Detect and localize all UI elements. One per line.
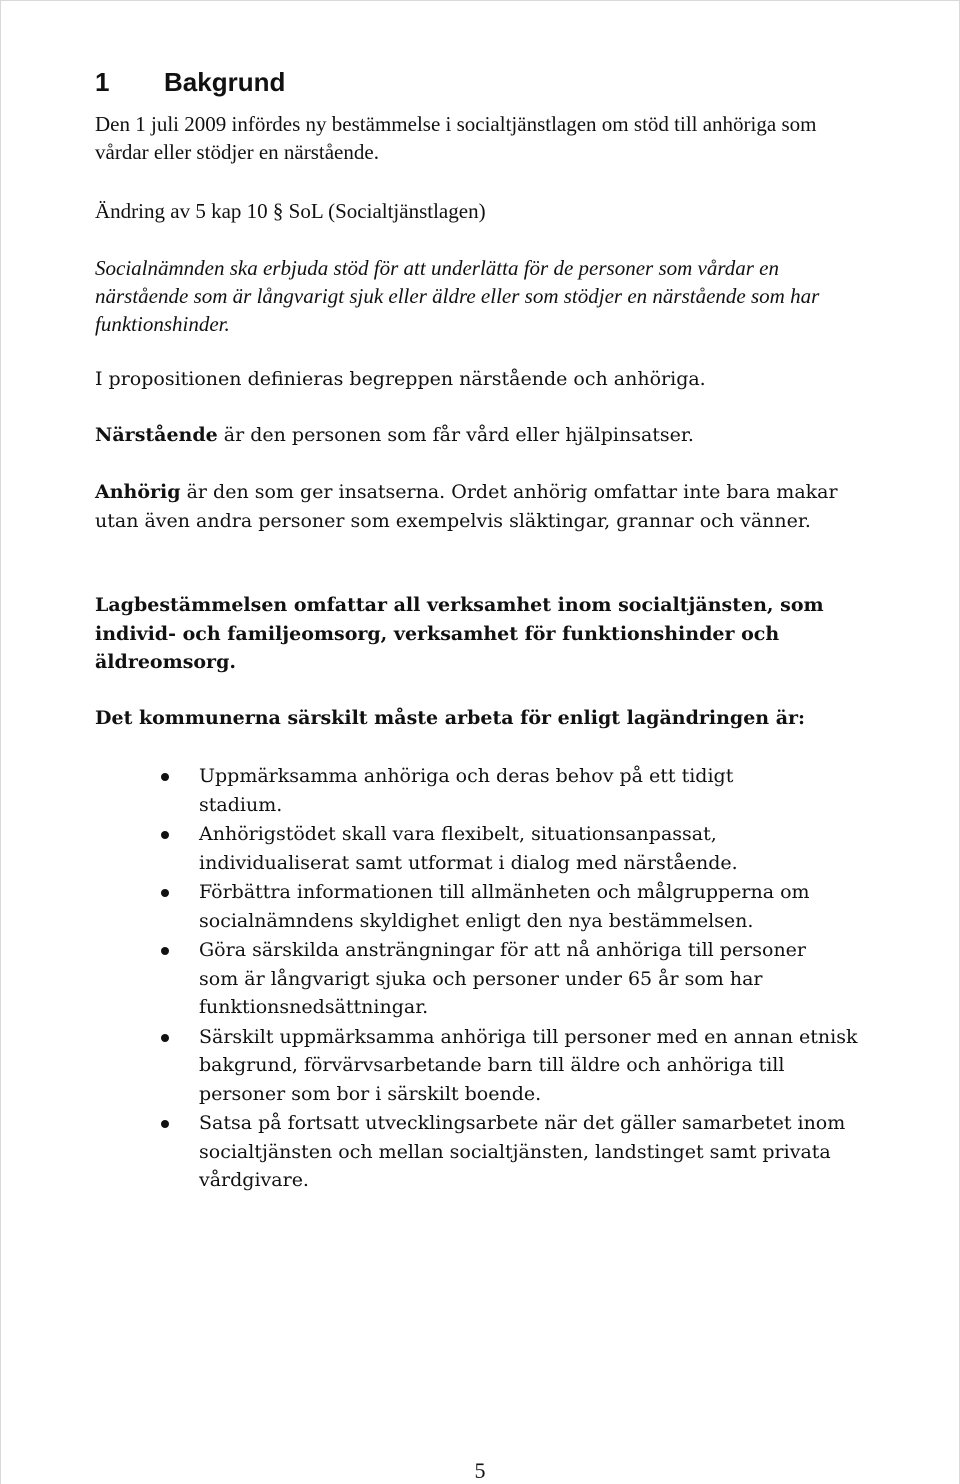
requirements-list <box>95 762 875 1196</box>
intro-paragraph: Den 1 juli 2009 infördes ny bestämmelse i socialtjänstlagen om stöd till anhöriga som vårdar eller stödjer en närstående. <box>95 112 817 164</box>
bullet-icon <box>161 1120 169 1128</box>
anhorig-text: är den som ger insatserna. Ordet anhörig omfattar inte bara makar utan även andra personer som exempelvis släktingar, grannar och vänner. <box>95 481 838 532</box>
list-item-text: Uppmärksamma anhöriga och deras behov på ett tidigt stadium. <box>199 765 734 816</box>
list-item <box>95 878 859 935</box>
narstaende-text: är den personen som får vård eller hjälpinsatser. <box>217 424 694 446</box>
page-number: 5 <box>474 1458 486 1483</box>
definitions-intro: I propositionen definieras begreppen närstående och anhöriga. <box>95 368 706 390</box>
amendment-title: Ändring av 5 kap 10 § SoL (Socialtjänstlagen) <box>95 199 486 223</box>
list-item-text: Förbättra informationen till allmänheten och målgrupperna om socialnämndens skyldighet enligt den nya bestämmelsen. <box>199 881 810 932</box>
bullet-icon <box>161 831 169 839</box>
section-title: Bakgrund <box>164 67 286 97</box>
list-item <box>95 936 849 1022</box>
narstaende-definition <box>95 421 875 450</box>
bullet-icon <box>161 947 169 955</box>
bullet-icon <box>161 889 169 897</box>
law-quote: Socialnämnden ska erbjuda stöd för att underlätta för de personer som vårdar en närstående som är långvarigt sjuk eller äldre eller som stödjer en närstående som har funktionshinder. <box>95 256 820 336</box>
narstaende-term: Närstående <box>95 424 218 446</box>
list-item <box>95 1109 859 1195</box>
list-item-text: Anhörigstödet skall vara flexibelt, situationsanpassat, individualiserat samt utformat i dialog med närstående. <box>199 823 738 874</box>
anhorig-term: Anhörig <box>95 481 181 503</box>
list-item <box>95 762 779 819</box>
list-item-text: Särskilt uppmärksamma anhöriga till personer med en annan etnisk bakgrund, förvärvsarbetande barn till äldre och anhöriga till personer som bor i särskilt boende. <box>199 1025 858 1105</box>
anhorig-definition <box>95 478 875 535</box>
bullet-icon <box>161 1034 169 1042</box>
list-item-text: Göra särskilda ansträngningar för att nå anhöriga till personer som är långvarigt sjuka och personer under 65 år som har funktionsnedsättningar. <box>199 939 807 1018</box>
scope-paragraph: Lagbestämmelsen omfattar all verksamhet inom socialtjänsten, som individ- och familjeomsorg, verksamhet för funktionshinder och äldreomsorg. <box>95 594 824 673</box>
list-heading: Det kommunerna särskilt måste arbeta för enligt lagändringen är: <box>95 707 806 729</box>
section-heading <box>95 66 285 98</box>
list-item-text: Satsa på fortsatt utvecklingsarbete när det gäller samarbetet inom socialtjänsten och mellan socialtjänsten, landstinget samt privata vårdgivare. <box>199 1112 846 1191</box>
list-item <box>95 820 779 877</box>
section-number: 1 <box>95 67 110 97</box>
bullet-icon <box>161 773 169 781</box>
list-item <box>95 1023 869 1109</box>
